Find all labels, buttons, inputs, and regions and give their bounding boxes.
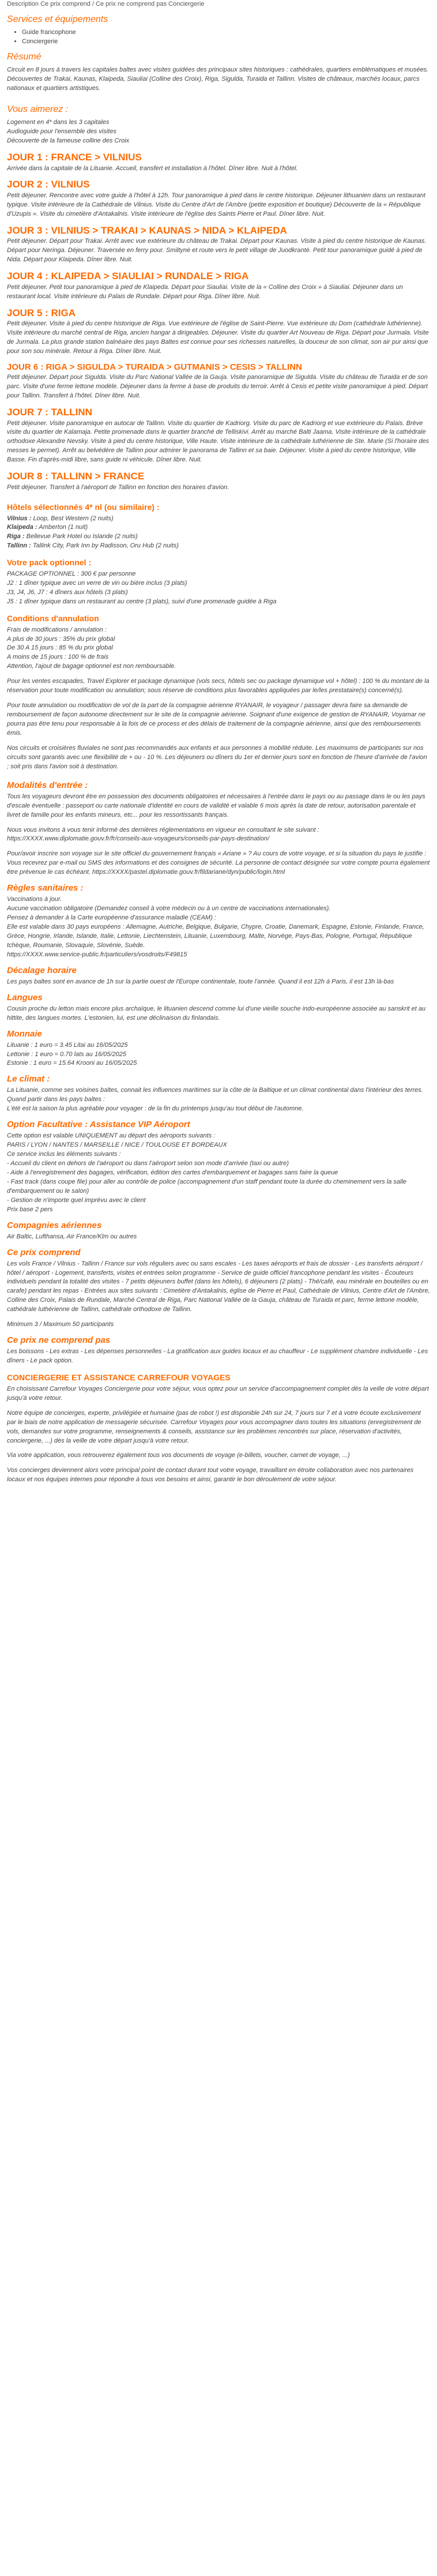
day-title: JOUR 1 : FRANCE > VILNIUS: [7, 152, 142, 163]
day-title: JOUR 2 : VILNIUS: [7, 179, 90, 190]
day-title: JOUR 3 : VILNIUS > TRAKAI > KAUNAS > NIDA > KLAIPEDA: [7, 224, 287, 236]
conditions-line: A plus de 30 jours : 35% du prix global: [7, 635, 115, 643]
day-title: JOUR 4 : KLAIPEDA > SIAULIAI > RUNDALE > RIGA: [7, 271, 249, 282]
sanitaires-line: Pensez à demander à la Carte européenne d'assurance maladie (CEAM) :: [7, 914, 216, 922]
conditions-line: Attention, l'ajout de bagage optionnel est non remboursable.: [7, 663, 176, 670]
conditions-paragraph: Pour les ventes escapades, Travel Explorer et package dynamique (vols secs, hôtels sec ou package dynamique vol + hôtel) : 100 % du montant de la réservation pour toute modification ou annulation; sous réserve de conditions plus favorables appliquées par le/les prestataire(s) concerné(s).: [7, 678, 430, 694]
day-text: Petit déjeuner. Visite à pied du centre historique de Riga. Vue extérieure de l'église de Saint-Pierre. Vue extérieure du Dom (cathédrale luthérienne). Visite intérieure du marché central de Riga, ancien hangar à dirigeables. Déjeuner. Visite du quartier Art Nouveau de Riga. Départ pour Jurmala. Visite de Jurmala. La plus grande station balnéaire des pays Baltes est connue pour ses richesses naturelles, la douceur de son climat, son air pur ainsi que pour son sou minérale. Retour à Riga. Dîner libre. Nuit.: [7, 320, 429, 355]
aimerez-line: Découverte de la fameuse colline des Croix: [7, 137, 130, 145]
package-line: J3, J4, J6, J7 : 4 dîners aux hôtels (3 plats): [7, 588, 128, 596]
day-title: JOUR 5 : RIGA: [7, 307, 76, 318]
package-line: PACKAGE OPTIONNEL : 300 € par personne: [7, 570, 136, 578]
climat-line: La Lituanie, comme ses voisines baltes, connait les influences maritimes sur la côte de la Baltique et un climat continental dans l'intérieur des terres.: [7, 1087, 423, 1094]
sanitaires-line: Elle est valable dans 30 pays européens : Allemagne, Autriche, Belgique, Bulgarie, Chypre, Croatie, Danemark, Espagne, Estonie, Finlande, France, Grèce, Hongrie, Irlande, Islande, Italie, Lettonie, Liechtenstein, Lituanie, Luxembourg, Malte, Norvège, Pays-Bas, Pologne, Portugal, République tchèque, Roumanie, Slovaquie, Slovénie, Suède.: [7, 923, 424, 949]
option-line: - Fast track (dans coupe file) pour aller au contrôle de police (accompagnement d'un staff pendant toute la durée du cheminement vers la salle d'embarquement ou le salon): [7, 1178, 407, 1195]
conditions-paragraph: Pour toute annulation ou modification de vol de la part de la compagnie aérienne RYANAIR, le voyageur / passager devra faire sa demande de remboursement de façon autonome directement sur le site de la compagnie aérienne. Soignant d'une exigence de gestion de RYANAIR, Voyamar ne pourra pas être tenu pour responsable à la fois de ce process et des délais de traitement de la compagnie aérienne, ainsi que des remboursements émis.: [7, 702, 425, 737]
hotel-name: Amberton (1 nuit): [39, 524, 88, 531]
conciergerie-title: CONCIERGERIE ET ASSISTANCE CARREFOUR VOYAGES: [7, 1373, 231, 1383]
option-line: - Accueil du client en dehors de l'aéroport ou dans l'aéroport selon son mode d'arrivée (taxi ou autre): [7, 1160, 289, 1167]
conditions-paragraph: Nos circuits et croisières fluviales ne sont pas recommandés aux enfants et aux personnes à mobilité réduite. Les maximums de participants sur nos circuits sont garantis avec une flexibilité de + ou - 10 %. Les déjeuners ou dîners du 1er et dernier jours sont en fonction de l'heure d'arrivée de l'avion ; soit pris dans l'avion soit à destination.: [7, 744, 427, 770]
monnaie-line: Lituanie : 1 euro = 3.45 Litai au 16/05/2025: [7, 1041, 128, 1049]
package-line: J2 : 1 dîner typique avec un verre de vin ou bière inclus (3 plats): [7, 579, 187, 587]
option-title: Option Facultative : Assistance VIP Aéroport: [7, 1120, 190, 1130]
hotel-name: Bellevue Park Hotel ou Islande (2 nuits): [26, 533, 138, 540]
hotel-name: Tallink City, Park Inn by Radisson, Oru Hub (2 nuits): [32, 542, 179, 550]
resume-title: Résumé: [7, 52, 42, 62]
monnaie-title: Monnaie: [7, 1028, 42, 1039]
hotel-row: [7, 515, 430, 524]
climat-line: L'été est la saison la plus agréable pour voyager : de la fin du printemps jusqu'au tout début de l'automne.: [7, 1105, 304, 1113]
non-comprend-text: Les boissons - Les extras - Les dépenses personnelles - La gratification aux guides locaux et au chauffeur - Le supplément chambre individuelle - Les dîners - Le pack option.: [7, 1348, 428, 1365]
aimerez-line: Logement en 4* dans les 3 capitales: [7, 119, 110, 126]
service-item: • Conciergerie: [22, 37, 430, 47]
participants-note: Minimum 3 / Maximum 50 participants: [7, 1321, 114, 1328]
services-list: [7, 28, 430, 47]
hotel-city: Tallinn :: [7, 542, 31, 550]
package-title: Votre pack optionnel :: [7, 558, 91, 568]
monnaie-line: Lettonie : 1 euro = 0.70 lats au 16/05/2025: [7, 1050, 127, 1058]
option-line: Ce service inclus les éléments suivants :: [7, 1151, 121, 1158]
climat-title: Le climat :: [7, 1074, 50, 1084]
comprend-text: Les vols France / Vilnius - Tallinn / France sur vols réguliers avec ou sans escales - Les taxes aéroports et frais de dossier - Les transferts aéroport / hôtel / aéroport - Logement, transferts, visites et entrées selon programme - Service de guide officiel francophone pendant les visites - Écouteurs individuels pendant la totalité des visites - 7 petits déjeuners buffet (dans les hôtels), 6 déjeuners (2 plats) - Thé/café, eau minérale en bouteilles ou en carafe) pendant les repas - Entrées aux sites suivants : Cimetière d'Antakalnis, église de Pierre et Paul, Cathédrale de Vilnius, Centre d'Art de l'Ambre, Colline des Croix, Palais de Rundale, Marché Central de Riga, Parc National Vallée de la Gauja, château de Turaida et parc, ferme lettone modèle, cathédrale luthérienne de Tallinn, cathédrale orthodoxe de Tallinn.: [7, 1260, 430, 1313]
option-price: Prix base 2 pers: [7, 1206, 53, 1213]
conditions-title: Conditions d'annulation: [7, 613, 99, 623]
day-text: Petit déjeuner. Transfert à l'aéroport de Tallinn en fonction des horaires d'avion.: [7, 483, 229, 491]
package-line: J5 : 1 dîner typique dans un restaurant au centre (3 plats), suivi d'une promenade guidée à Riga: [7, 598, 277, 605]
formalites-paragraph: Nous vous invitons à vous tenir informé des dernières réglementations en vigueur en consultant le site suivant : https://XXXX.www.diplomatie.gouv.fr/fr/conseils-aux-voyageurs/conseils-par-pays-destination/: [7, 826, 319, 843]
sanitaires-line: Vaccinations à jour.: [7, 896, 62, 903]
day-text: Petit déjeuner. Visite panoramique en autocar de Tallinn. Visite du quartier de Kadriorg. Visite du parc de Kadriorg et vue extérieure du Palais. Brève visite du quartier de Kalamaja. Petite promenade dans le quartier branché de Telliskivi. Arrêt au marché Balti Jaama. Visite intérieure de la cathédrale orthodoxe Alexandre Nevsky. Visite à pied du centre historique, Ville Haute. Visite intérieure de la cathédrale luthérienne de Ste. Marie (Si l'horaire des messes le permet). Arrêt au belvédère de Tallinn pour admirer le panorama de Tallinn et sa baie. Déjeuner. Visite à pied du centre historique, Ville Basse. Fin d'après-midi libre, sans guide ni véhicule. Dîner libre. Nuit.: [7, 419, 430, 464]
compagnies-text: Air Baltic, Lufthansa, Air France/Klm ou autres: [7, 1233, 137, 1240]
option-line: - Aide à l'enregistrement des bagages, vérification, édition des cartes d'embarquement et bagages sans faire la queue: [7, 1169, 338, 1176]
conciergerie-paragraph: Notre équipe de concierges, experte, privilégiée et humaine (pas de robot !) est disponible 24h sur 24, 7 jours sur 7 et à votre écoute exclusivement par le biais de notre application de messagerie sécurisée. Carrefour Voyages pour vous accompagner dans toutes les situations (enregistrement de vols, demandes sur votre programme, renseignements & conseils, assistance sur les problèmes rencontrés sur place, réservation d'activités, conciergerie, ...) dès la veille de votre départ jusqu'à votre retour.: [7, 1409, 421, 1444]
option-line: Cette option est valable UNIQUEMENT au départ des aéroports suivants :: [7, 1132, 216, 1140]
sanitaires-title: Règles sanitaires :: [7, 883, 84, 893]
decalage-title: Décalage horaire: [7, 965, 77, 975]
non-comprend-title: Ce prix ne comprend pas: [7, 1335, 111, 1346]
day-text: Petit déjeuner. Départ pour Trakai. Arrêt avec vue extérieure du château de Trakai. Départ pour Kaunas. Visite à pied du centre historique de Kaunas. Départ pour Neringa. Déjeuner. Traversée en ferry pour. Smiltynė et route vers le petit village de Juodkrantė. Petit tour panoramique guidé à pied de Nida. Départ pour Klaipeda. Dîner libre. Nuit.: [7, 238, 427, 264]
comprend-title: Ce prix comprend: [7, 1247, 81, 1257]
hotels-title: Hôtels sélectionnés 4* nl (ou similaire) :: [7, 502, 160, 512]
day-text: Petit déjeuner. Départ pour Sigulda. Visite du Parc National Vallée de la Gauja. Visite panoramique de Sigulda. Visite du château de Turaida et de son parc. Visite d'une ferme lettone modèle. Déjeuner dans la ferme à base de produits du terroir. Arrêt à Cesis et petite visite panoramique à pied. Départ pour Tallinn. Transfert à l'hôtel. Dîner libre. Nuit.: [7, 374, 428, 400]
climat-line: Quand partir dans les pays baltes :: [7, 1096, 105, 1103]
resume-text: Circuit en 8 jours à travers les capitales baltes avec visites guidées des principaux sites historiques : cathédrales, quartiers emblématiques et musées. Découvertes de Trakai, Kaunas, Klaipeda, Siauliai (Colline des Croix), Riga, Sigulda, Turaida et Tallinn. Visites de châteaux, marchés locaux, parcs nationaux et quartiers artistiques.: [7, 66, 429, 92]
hotel-name: Loop, Best Western (2 nuits): [33, 515, 114, 522]
hotel-city: Vilnius :: [7, 515, 32, 522]
hotel-city: Riga :: [7, 533, 25, 540]
aimerez-line: Audioguide pour l'ensemble des visites: [7, 128, 116, 136]
service-item: • Guide francophone: [22, 28, 430, 37]
day-title: JOUR 8 : TALLINN > FRANCE: [7, 471, 145, 482]
formalites-title: Modalités d'entrée :: [7, 780, 88, 790]
hotel-row: [7, 523, 430, 532]
conciergerie-paragraph: Via votre application, vous retrouverez également tous vos documents de voyage (e-billets, voucher, carnet de voyage, ...): [7, 1452, 350, 1459]
conciergerie-paragraph: En choisissant Carrefour Voyages Conciergerie pour votre séjour, vous optez pour un service d'accompagnement complet dès la veille de votre départ jusqu'à votre retour.: [7, 1385, 429, 1402]
aimerez-title: Vous aimerez :: [7, 104, 69, 114]
option-line: PARIS / LYON / NANTES / MARSEILLE / NICE / TOULOUSE ET BORDEAUX: [7, 1141, 227, 1149]
option-line: - Gestion de n'importe quel imprévu avec le client: [7, 1196, 146, 1204]
conditions-line: Frais de modifications / annulation :: [7, 626, 107, 633]
monnaie-line: Estonie : 1 euro = 15.64 Krooni au 16/05/2025: [7, 1060, 137, 1067]
day-text: Petit déjeuner. Rencontre avec votre guide à l'hôtel à 12h. Tour panoramique à pied dans le centre historique. Déjeuner lithuanien dans un restaurant typique. Visite intérieure de la Cathédrale de Vilnius. Visite du Centre d'Art de l'Ambre (petite exposition et boutique) Découverte de la « République d'Uzupis ». Visite du cimetière d'Antakalnis. Visite intérieure de l'église des Saints Pierre et Paul. Dîner libre. Nuit.: [7, 192, 425, 217]
sanitaires-line: Aucune vaccination obligatoire (Demandez conseil à votre médecin ou à un centre de vaccinations internationales).: [7, 905, 331, 913]
day-text: Petit déjeuner. Petit tour panoramique à pied de Klaipeda. Départ pour Siauliai. Visite de la « Colline des Croix » à Siauliai. Déjeuner dans un restaurant local. Visite intérieure du Palais de Rundale. Départ pour Riga. Dîner libre. Nuit.: [7, 283, 403, 300]
decalage-text: Les pays baltes sont en avance de 1h sur la partie ouest de l'Europe continentale, toute l'année. Quand il est 12h à Paris, il est 13h là-bas: [7, 978, 394, 985]
conditions-line: A moins de 15 jours : 100 % de frais: [7, 654, 109, 661]
day-title: JOUR 6 : RIGA > SIGULDA > TURAIDA > GUTMANIS > CESIS > TALLINN: [7, 362, 302, 372]
hotel-row: [7, 542, 430, 551]
conditions-line: De 30 A 15 jours : 85 % du prix global: [7, 644, 113, 652]
formalites-paragraph: Tous les voyageurs devront être en possession des documents obligatoires et nécessaires à l'entrée dans le pays ou au passage dans le ou les pays d'escale éventuelle : passeport ou carte nationale d'identité en cours de validité et valable 6 mois après la date de retour, autorisation parentale et livret de famille pour les enfants mineurs, etc... pour les ressortissants français.: [7, 793, 425, 818]
conciergerie-paragraph: Vos concierges deviennent alors votre principal point de contact durant tout votre voyage, travaillant en étroite collaboration avec nos partenaires locaux et nos équipes internes pour répondre à tous vos besoins et ainsi, garantir le bon déroulement de votre séjour.: [7, 1467, 414, 1484]
hotel-row: [7, 532, 430, 542]
services-title: Services et équipements: [7, 14, 108, 24]
hotel-city: Klaipeda :: [7, 524, 37, 531]
formalites-paragraph: Pour/avoir inscrire son voyage sur le site officiel du gouvernement français « Ariane » ? Au cours de votre voyage, et si la situation du pays le justifie : Vous recevrez par e-mail ou SMS des informations et des consignes de sécurité. La personne de contact désignée sur votre compte pourra également être prévenue le cas échéant. https://XXXX/pastel.diplomatie.gouv.fr/fildariane/dyn/public/login.html: [7, 850, 430, 876]
description-tabs: Description Ce prix comprend / Ce prix ne comprend pas Conciergerie: [7, 1, 205, 7]
day-title: JOUR 7 : TALLINN: [7, 406, 92, 418]
langues-title: Langues: [7, 992, 43, 1002]
sanitaires-link[interactable]: https://XXXX.www.service-public.fr/particuliers/vosdroits/F49815: [7, 951, 187, 958]
day-text: Arrivée dans la capitale de la Lituanie. Accueil, transfert et installation à l'hôtel. Dîner libre. Nuit à l'hôtel.: [7, 164, 298, 172]
langues-text: Cousin proche du letton mais encore plus archaïque, le lituanien descend comme lui d'une vieille souche indo-européenne associée au sanskrit et au hittite, des langues mortes. L'estonien, lui, est une déclinaison du finlandais.: [7, 1005, 426, 1022]
compagnies-title: Compagnies aériennes: [7, 1220, 102, 1230]
